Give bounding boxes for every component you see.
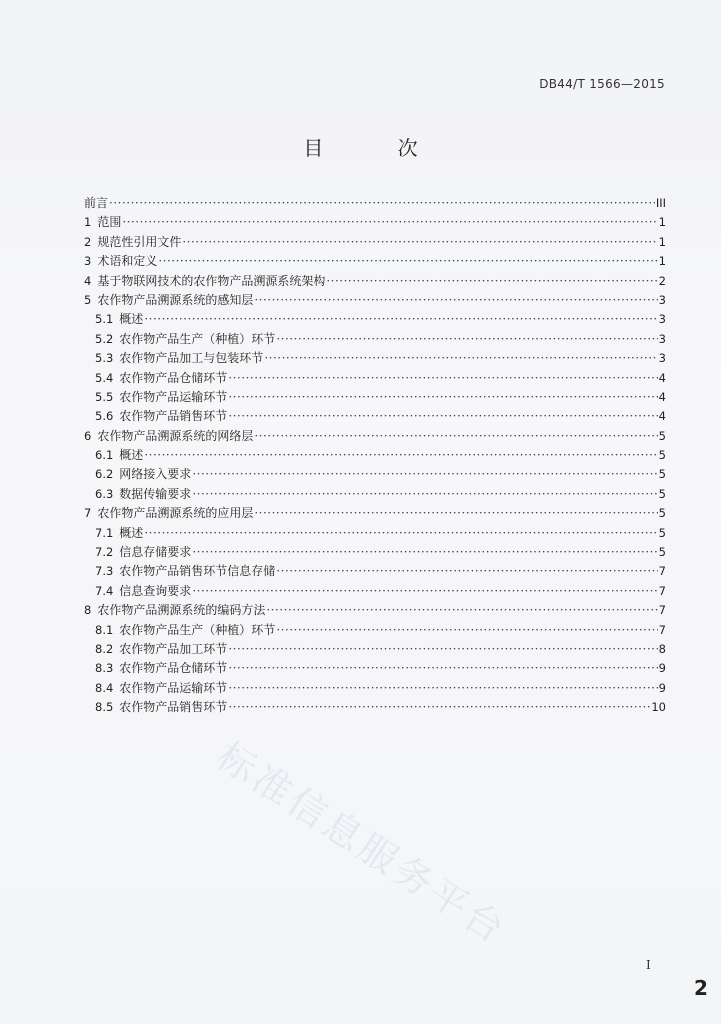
toc-entry-label: 农作物产品仓储环节 <box>119 661 228 676</box>
toc-entry-number: 3 <box>84 254 92 269</box>
toc-entry-page: 5 <box>658 545 666 560</box>
toc-entry-label: 农作物产品溯源系统的应用层 <box>97 506 254 521</box>
toc-entry[interactable] <box>84 562 666 581</box>
toc-leader-dots <box>192 465 657 484</box>
scan-page-number: 2 <box>694 976 708 1000</box>
toc-entry-page: 1 <box>658 254 666 269</box>
toc-entry-page: 5 <box>658 428 666 443</box>
toc-entry-page: 9 <box>658 661 666 676</box>
toc-entry[interactable] <box>84 543 666 562</box>
toc-leader-dots <box>182 233 657 252</box>
toc-entry-page: 5 <box>658 486 666 501</box>
toc-entry-label: 农作物产品加工与包装环节 <box>119 351 264 366</box>
toc-leader-dots <box>276 621 657 640</box>
toc-entry-page: 5 <box>658 525 666 540</box>
toc-entry-page: 3 <box>658 292 666 307</box>
toc-entry-number: 8.1 <box>95 622 114 637</box>
standard-code: DB44/T 1566—2015 <box>539 77 665 91</box>
toc-leader-dots <box>264 349 657 368</box>
toc-entry-number: 8.3 <box>95 661 114 676</box>
table-of-contents <box>84 194 666 718</box>
toc-entry[interactable] <box>84 446 666 465</box>
toc-leader-dots <box>228 679 657 698</box>
toc-entry-page: 8 <box>658 641 666 656</box>
toc-leader-dots <box>254 504 657 523</box>
toc-entry[interactable] <box>84 407 666 426</box>
toc-entry-page: 5 <box>658 448 666 463</box>
toc-entry-label: 农作物产品仓储环节 <box>119 370 228 385</box>
toc-leader-dots <box>266 601 657 620</box>
toc-entry[interactable] <box>84 272 666 291</box>
toc-entry[interactable] <box>84 369 666 388</box>
toc-entry-label: 前言 <box>84 196 109 210</box>
toc-entry-label: 农作物产品运输环节 <box>119 680 228 695</box>
toc-entry[interactable] <box>84 659 666 678</box>
toc-entry-label: 术语和定义 <box>97 254 158 269</box>
toc-entry-number: 8.2 <box>95 641 114 656</box>
toc-entry[interactable] <box>84 233 666 252</box>
toc-entry-label: 农作物产品溯源系统的感知层 <box>97 292 254 307</box>
toc-entry-page: 7 <box>658 564 666 579</box>
toc-leader-dots <box>192 543 657 562</box>
toc-entry-page: 4 <box>658 389 666 404</box>
toc-entry[interactable] <box>84 291 666 310</box>
toc-entry-label: 农作物产品运输环节 <box>119 389 228 404</box>
toc-entry-number: 7 <box>84 506 92 521</box>
toc-entry-number: 5.4 <box>95 370 114 385</box>
toc-entry[interactable] <box>84 621 666 640</box>
toc-entry-label: 网络接入要求 <box>119 467 192 482</box>
toc-entry-page: 1 <box>658 215 666 230</box>
toc-entry-number: 4 <box>84 273 92 288</box>
toc-entry-number: 5.6 <box>95 409 114 424</box>
toc-entry[interactable] <box>84 640 666 659</box>
toc-entry[interactable] <box>84 524 666 543</box>
toc-leader-dots <box>144 446 657 465</box>
toc-entry-label: 数据传输要求 <box>119 486 192 501</box>
toc-entry[interactable] <box>84 582 666 601</box>
toc-entry-page: 4 <box>658 409 666 424</box>
toc-entry-page: 7 <box>658 622 666 637</box>
toc-entry-number: 6.2 <box>95 467 114 482</box>
toc-entry[interactable] <box>84 252 666 271</box>
toc-leader-dots <box>276 330 657 349</box>
toc-leader-dots <box>228 388 657 407</box>
toc-entry-page: 5 <box>658 467 666 482</box>
toc-entry-number: 7.1 <box>95 525 114 540</box>
toc-entry-label: 农作物产品生产（种植）环节 <box>119 622 276 637</box>
toc-leader-dots <box>228 640 657 659</box>
toc-entry-label: 概述 <box>119 448 144 463</box>
toc-entry[interactable] <box>84 698 666 717</box>
toc-entry-number: 5.3 <box>95 351 114 366</box>
toc-entry-label: 范围 <box>97 215 122 230</box>
toc-entry-number: 8.4 <box>95 680 114 695</box>
toc-entry-label: 信息存储要求 <box>119 545 192 560</box>
toc-entry-number: 8 <box>84 603 92 618</box>
toc-leader-dots <box>192 582 657 601</box>
toc-entry-label: 农作物产品生产（种植）环节 <box>119 331 276 346</box>
toc-entry-number: 5.1 <box>95 312 114 327</box>
toc-leader-dots <box>254 427 657 446</box>
toc-entry[interactable] <box>84 194 666 213</box>
toc-entry-label: 概述 <box>119 525 144 540</box>
toc-entry-page: 5 <box>658 506 666 521</box>
toc-leader-dots <box>228 369 657 388</box>
toc-leader-dots <box>276 562 657 581</box>
toc-entry-label: 农作物产品溯源系统的编码方法 <box>97 603 266 618</box>
toc-entry-number: 5.2 <box>95 331 114 346</box>
toc-entry-number: 7.3 <box>95 564 114 579</box>
toc-entry-label: 农作物产品溯源系统的网络层 <box>97 428 254 443</box>
toc-leader-dots <box>158 252 657 271</box>
toc-leader-dots <box>228 698 650 717</box>
toc-entry-page: III <box>655 196 666 210</box>
toc-entry-number: 5 <box>84 292 92 307</box>
toc-entry-page: 7 <box>658 583 666 598</box>
toc-entry-number: 8.5 <box>95 700 114 715</box>
toc-entry[interactable] <box>84 349 666 368</box>
toc-entry-number: 6.3 <box>95 486 114 501</box>
toc-entry[interactable] <box>84 679 666 698</box>
toc-entry-label: 概述 <box>119 312 144 327</box>
toc-leader-dots <box>109 194 655 213</box>
toc-entry-label: 基于物联网技术的农作物产品溯源系统架构 <box>97 273 326 288</box>
watermark-text: 标准信息服务平台 <box>209 733 515 954</box>
toc-entry-label: 农作物产品加工环节 <box>119 641 228 656</box>
toc-leader-dots <box>254 291 657 310</box>
toc-entry-label: 规范性引用文件 <box>97 234 182 249</box>
toc-entry-label: 农作物产品销售环节 <box>119 409 228 424</box>
toc-entry[interactable] <box>84 213 666 232</box>
toc-entry-page: 2 <box>658 273 666 288</box>
toc-entry-number: 7.4 <box>95 583 114 598</box>
toc-entry[interactable] <box>84 485 666 504</box>
toc-entry-page: 7 <box>658 603 666 618</box>
toc-leader-dots <box>122 213 657 232</box>
toc-entry-page: 3 <box>658 351 666 366</box>
toc-entry-page: 3 <box>658 312 666 327</box>
toc-entry-number: 7.2 <box>95 545 114 560</box>
toc-entry[interactable] <box>84 330 666 349</box>
toc-entry-page: 10 <box>651 700 666 715</box>
toc-entry-page: 4 <box>658 370 666 385</box>
toc-entry[interactable] <box>84 504 666 523</box>
toc-leader-dots <box>228 659 657 678</box>
page-title: 目 次 <box>303 136 452 160</box>
toc-entry-number: 5.5 <box>95 389 114 404</box>
toc-entry[interactable] <box>84 388 666 407</box>
toc-entry-number: 1 <box>84 215 92 230</box>
toc-leader-dots <box>192 485 657 504</box>
toc-entry[interactable] <box>84 427 666 446</box>
toc-leader-dots <box>144 524 657 543</box>
toc-leader-dots <box>144 310 657 329</box>
toc-entry-number: 6.1 <box>95 448 114 463</box>
toc-entry-label: 农作物产品销售环节信息存储 <box>119 564 276 579</box>
toc-entry[interactable] <box>84 601 666 620</box>
toc-entry[interactable] <box>84 310 666 329</box>
page-number-roman: I <box>646 958 651 972</box>
toc-entry-label: 信息查询要求 <box>119 583 192 598</box>
toc-entry-page: 1 <box>658 234 666 249</box>
toc-entry-page: 3 <box>658 331 666 346</box>
toc-leader-dots <box>326 272 657 291</box>
toc-entry[interactable] <box>84 465 666 484</box>
toc-entry-number: 6 <box>84 428 92 443</box>
toc-entry-number: 2 <box>84 234 92 249</box>
toc-entry-page: 9 <box>658 680 666 695</box>
toc-leader-dots <box>228 407 657 426</box>
toc-entry-label: 农作物产品销售环节 <box>119 700 228 715</box>
